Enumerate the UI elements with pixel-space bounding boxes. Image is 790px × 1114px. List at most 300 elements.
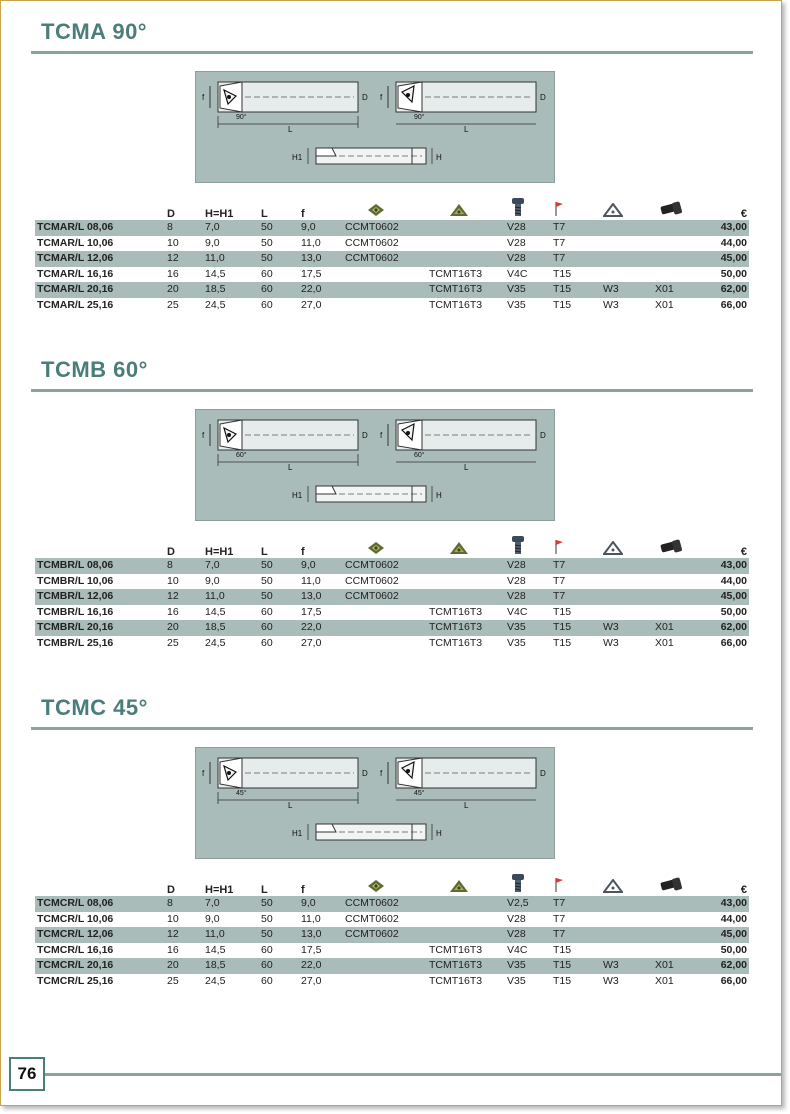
cell-f: 27,0: [301, 298, 322, 311]
cell-rhombic-insert: CCMT0602: [345, 574, 399, 587]
col-price: €: [740, 208, 747, 220]
table-row: [35, 267, 749, 283]
item-code: TCMAR/L 16,16: [37, 267, 114, 280]
cell-f: 11,0: [301, 912, 321, 925]
svg-text:H1: H1: [292, 829, 303, 838]
cell-rhombic-insert: [345, 620, 429, 636]
col-triangle-insert: [429, 873, 507, 896]
cell-l: 60: [261, 974, 273, 987]
cell-price: 66,00: [720, 974, 747, 987]
cell-rhombic-insert: CCMT0602: [345, 927, 429, 943]
cell-l: 50: [261, 236, 273, 249]
cell-f: 27,0: [301, 636, 322, 649]
cell-shim-screw: [655, 927, 717, 943]
cell-key: T7: [553, 927, 603, 943]
holder-view-left: [202, 758, 368, 810]
shim-screw-icon: [659, 201, 683, 220]
screw-icon: [511, 873, 525, 896]
item-code: TCMBR/L 10,06: [37, 574, 114, 587]
cell-d: 12: [167, 927, 205, 943]
cell-triangle-insert: TCMT16T3: [429, 605, 483, 618]
cell-shim-screw: X01: [655, 298, 674, 311]
item-code: TCMBR/L 08,06: [35, 558, 167, 574]
table-row: [35, 912, 749, 928]
cell-key: T7: [553, 558, 603, 574]
cell-d: 20: [167, 620, 205, 636]
spec-table: [35, 535, 749, 651]
cell-d: 25: [167, 974, 179, 987]
cell-rhombic-insert: CCMT0602: [345, 558, 429, 574]
col-triangle-insert: [429, 535, 507, 558]
cell-f: 13,0: [301, 589, 345, 605]
cell-screw: V35: [507, 298, 526, 311]
cell-key: T7: [553, 589, 603, 605]
toolholder-diagram: [195, 747, 555, 859]
cell-triangle-insert: TCMT16T3: [429, 958, 507, 974]
item-code: TCMBR/L 12,06: [35, 589, 167, 605]
cell-h: 11,0: [205, 589, 261, 605]
cell-rhombic-insert: CCMT0602: [345, 220, 429, 236]
cell-rhombic-insert: CCMT0602: [345, 912, 399, 925]
cell-l: 50: [261, 220, 301, 236]
holder-side-view: [292, 486, 442, 502]
cell-shim-screw: [655, 558, 717, 574]
cell-f: 22,0: [301, 620, 345, 636]
cell-f: 17,5: [301, 267, 322, 280]
cell-shim-screw: X01: [655, 282, 717, 298]
cell-shim-screw: X01: [655, 636, 674, 649]
cell-price: 50,00: [720, 605, 747, 618]
cell-l: 60: [261, 282, 301, 298]
col-screw: [507, 873, 553, 896]
cell-shim: W3: [603, 620, 655, 636]
page-number: 76: [9, 1057, 45, 1091]
cell-key: T7: [553, 912, 566, 925]
table-row: [35, 298, 749, 314]
svg-text:D: D: [362, 93, 368, 102]
cell-price: 45,00: [717, 927, 749, 943]
cell-rhombic-insert: [345, 943, 429, 959]
table-row: [35, 896, 749, 912]
col-shim-screw: [655, 535, 717, 558]
cell-h: 14,5: [205, 605, 226, 618]
cell-triangle-insert: TCMT16T3: [429, 267, 483, 280]
cell-price: 66,00: [720, 636, 747, 649]
cell-key: T15: [553, 282, 603, 298]
cell-l: 60: [261, 620, 301, 636]
cell-screw: V4C: [507, 267, 528, 280]
svg-text:H: H: [436, 491, 442, 500]
cell-price: 43,00: [717, 896, 749, 912]
svg-text:H1: H1: [292, 153, 303, 162]
cell-shim-screw: [655, 267, 717, 283]
table-row: [35, 574, 749, 590]
cell-screw: V28: [507, 236, 526, 249]
svg-text:f: f: [202, 769, 205, 778]
cell-triangle-insert: [429, 220, 507, 236]
cell-key: T15: [553, 620, 603, 636]
cell-key: T15: [553, 943, 572, 956]
cell-h: 24,5: [205, 636, 226, 649]
table-row: [35, 974, 749, 990]
col-code: [35, 197, 167, 220]
cell-shim: [603, 236, 655, 252]
cell-screw: V2,5: [507, 896, 553, 912]
cell-f: 11,0: [301, 236, 321, 249]
cell-price: 44,00: [720, 574, 747, 587]
cell-triangle-insert: [429, 912, 507, 928]
cell-triangle-insert: [429, 558, 507, 574]
cell-l: 60: [261, 298, 273, 311]
section-2: [1, 339, 790, 669]
footer-rule: [45, 1073, 781, 1076]
cell-f: 9,0: [301, 220, 345, 236]
svg-text:H: H: [436, 829, 442, 838]
col-f: f: [301, 208, 305, 220]
item-code: TCMCR/L 10,06: [37, 912, 114, 925]
cell-shim-screw: [655, 943, 717, 959]
svg-text:f: f: [202, 93, 205, 102]
cell-l: 60: [261, 267, 273, 280]
cell-d: 8: [167, 558, 205, 574]
cell-d: 10: [167, 236, 179, 249]
spec-table: [35, 873, 749, 989]
cell-h: 24,5: [205, 974, 226, 987]
cell-f: 13,0: [301, 927, 345, 943]
cell-triangle-insert: TCMT16T3: [429, 943, 483, 956]
table-header-row: [35, 535, 749, 558]
section-rule: [31, 727, 753, 730]
item-code: TCMAR/L 10,06: [37, 236, 114, 249]
col-l: L: [261, 884, 268, 896]
section-rule: [31, 51, 753, 54]
cell-h: 9,0: [205, 574, 220, 587]
svg-text:L: L: [288, 801, 293, 810]
item-code: TCMAR/L 12,06: [35, 251, 167, 267]
cell-h: 7,0: [205, 896, 261, 912]
col-l: L: [261, 546, 268, 558]
cell-price: 45,00: [717, 589, 749, 605]
table-header-row: [35, 197, 749, 220]
cell-shim-screw: [655, 574, 717, 590]
holder-view-right: [380, 420, 546, 472]
cell-screw: V28: [507, 927, 553, 943]
cell-price: 45,00: [717, 251, 749, 267]
cell-rhombic-insert: [345, 958, 429, 974]
cell-triangle-insert: TCMT16T3: [429, 974, 483, 987]
col-key: [553, 197, 603, 220]
cell-d: 16: [167, 605, 179, 618]
cell-shim: W3: [603, 282, 655, 298]
cell-d: 20: [167, 958, 205, 974]
cell-shim: [603, 267, 655, 283]
cell-key: T7: [553, 251, 603, 267]
cell-shim: [603, 574, 655, 590]
svg-text:L: L: [288, 463, 293, 472]
cell-triangle-insert: [429, 896, 507, 912]
cell-shim-screw: [655, 912, 717, 928]
svg-text:60°: 60°: [236, 452, 247, 459]
cell-key: T7: [553, 896, 603, 912]
item-code: TCMAR/L 08,06: [35, 220, 167, 236]
cell-h: 18,5: [205, 620, 261, 636]
key-icon: [553, 877, 565, 896]
col-code: [35, 873, 167, 896]
key-icon: [553, 539, 565, 558]
col-shim: [603, 873, 655, 896]
cell-h: 7,0: [205, 558, 261, 574]
cell-d: 8: [167, 220, 205, 236]
col-d: D: [167, 884, 175, 896]
col-key: [553, 873, 603, 896]
cell-h: 11,0: [205, 927, 261, 943]
cell-shim-screw: [655, 589, 717, 605]
col-f: f: [301, 884, 305, 896]
shim-icon: [603, 879, 623, 896]
section-title: TCMA 90°: [41, 19, 148, 44]
cell-h: 18,5: [205, 282, 261, 298]
col-screw: [507, 535, 553, 558]
cell-shim-screw: X01: [655, 620, 717, 636]
svg-text:D: D: [540, 769, 546, 778]
cell-d: 12: [167, 251, 205, 267]
svg-text:f: f: [380, 93, 383, 102]
cell-screw: V35: [507, 282, 553, 298]
svg-text:f: f: [380, 769, 383, 778]
cell-h: 14,5: [205, 267, 226, 280]
col-shim-screw: [655, 873, 717, 896]
section-1: [1, 1, 790, 331]
col-rhombic-insert: [345, 535, 429, 558]
cell-shim-screw: [655, 236, 717, 252]
cell-rhombic-insert: CCMT0602: [345, 589, 429, 605]
table-header-row: [35, 873, 749, 896]
svg-text:45°: 45°: [414, 790, 425, 797]
cell-l: 60: [261, 636, 273, 649]
cell-f: 17,5: [301, 943, 322, 956]
cell-h: 24,5: [205, 298, 226, 311]
cell-rhombic-insert: [345, 267, 429, 283]
cell-f: 27,0: [301, 974, 322, 987]
cell-rhombic-insert: [345, 298, 429, 314]
item-code: TCMCR/L 08,06: [35, 896, 167, 912]
cell-triangle-insert: [429, 927, 507, 943]
screw-icon: [511, 535, 525, 558]
cell-shim: [603, 605, 655, 621]
cell-shim: [603, 558, 655, 574]
col-price: €: [740, 884, 747, 896]
cell-triangle-insert: [429, 574, 507, 590]
cell-screw: V28: [507, 574, 526, 587]
svg-text:f: f: [380, 431, 383, 440]
cell-triangle-insert: TCMT16T3: [429, 282, 507, 298]
toolholder-drawing: [196, 410, 554, 520]
cell-l: 50: [261, 927, 301, 943]
cell-rhombic-insert: [345, 282, 429, 298]
cell-f: 17,5: [301, 605, 322, 618]
cell-shim: [603, 943, 655, 959]
cell-price: 50,00: [720, 943, 747, 956]
cell-f: 9,0: [301, 896, 345, 912]
cell-key: T15: [553, 605, 572, 618]
holder-view-right: [380, 758, 546, 810]
cell-price: 44,00: [720, 912, 747, 925]
cell-screw: V4C: [507, 943, 528, 956]
cell-f: 22,0: [301, 282, 345, 298]
col-l: L: [261, 208, 268, 220]
key-icon: [553, 201, 565, 220]
svg-text:L: L: [288, 125, 293, 134]
cell-rhombic-insert: CCMT0602: [345, 236, 399, 249]
cell-l: 60: [261, 605, 273, 618]
section-title: TCMB 60°: [41, 357, 148, 382]
item-code: TCMAR/L 25,16: [37, 298, 114, 311]
triangle-insert-icon: [449, 879, 469, 896]
item-code: TCMCR/L 20,16: [35, 958, 167, 974]
col-key: [553, 535, 603, 558]
cell-key: T15: [553, 636, 572, 649]
cell-l: 60: [261, 958, 301, 974]
table-row: [35, 943, 749, 959]
svg-text:45°: 45°: [236, 790, 247, 797]
cell-d: 25: [167, 636, 179, 649]
cell-triangle-insert: TCMT16T3: [429, 298, 483, 311]
col-f: f: [301, 546, 305, 558]
cell-rhombic-insert: [345, 605, 429, 621]
table-row: [35, 558, 749, 574]
cell-d: 25: [167, 298, 179, 311]
table-row: [35, 927, 749, 943]
svg-text:D: D: [540, 431, 546, 440]
cell-price: 62,00: [717, 282, 749, 298]
cell-shim: W3: [603, 636, 619, 649]
cell-shim-screw: [655, 605, 717, 621]
cell-h: 9,0: [205, 912, 220, 925]
svg-text:f: f: [202, 431, 205, 440]
col-screw: [507, 197, 553, 220]
cell-price: 66,00: [720, 298, 747, 311]
col-h: H=H1: [205, 208, 234, 220]
cell-d: 8: [167, 896, 205, 912]
holder-side-view: [292, 148, 442, 164]
shim-screw-icon: [659, 539, 683, 558]
cell-h: 11,0: [205, 251, 261, 267]
cell-screw: V28: [507, 220, 553, 236]
cell-key: T7: [553, 220, 603, 236]
col-h: H=H1: [205, 546, 234, 558]
cell-l: 50: [261, 574, 273, 587]
cell-key: T15: [553, 267, 572, 280]
table-row: [35, 220, 749, 236]
svg-text:D: D: [362, 431, 368, 440]
cell-shim: [603, 912, 655, 928]
item-code: TCMCR/L 16,16: [37, 943, 114, 956]
cell-d: 20: [167, 282, 205, 298]
cell-l: 50: [261, 558, 301, 574]
toolholder-drawing: [196, 72, 554, 182]
cell-rhombic-insert: CCMT0602: [345, 896, 429, 912]
col-code: [35, 535, 167, 558]
cell-f: 11,0: [301, 574, 321, 587]
cell-l: 50: [261, 251, 301, 267]
cell-screw: V28: [507, 251, 553, 267]
cell-key: T15: [553, 298, 572, 311]
svg-text:60°: 60°: [414, 452, 425, 459]
cell-screw: V4C: [507, 605, 528, 618]
cell-price: 43,00: [717, 220, 749, 236]
toolholder-diagram: [195, 409, 555, 521]
cell-l: 50: [261, 589, 301, 605]
cell-shim: [603, 927, 655, 943]
cell-screw: V28: [507, 589, 553, 605]
item-code: TCMCR/L 12,06: [35, 927, 167, 943]
col-shim: [603, 535, 655, 558]
cell-h: 9,0: [205, 236, 220, 249]
cell-h: 7,0: [205, 220, 261, 236]
cell-price: 50,00: [720, 267, 747, 280]
cell-shim-screw: [655, 896, 717, 912]
col-d: D: [167, 546, 175, 558]
col-triangle-insert: [429, 197, 507, 220]
col-price: €: [740, 546, 747, 558]
cell-price: 62,00: [717, 958, 749, 974]
svg-text:H: H: [436, 153, 442, 162]
cell-screw: V28: [507, 912, 526, 925]
item-code: TCMAR/L 20,16: [35, 282, 167, 298]
cell-rhombic-insert: CCMT0602: [345, 251, 429, 267]
holder-view-left: [202, 82, 368, 134]
toolholder-drawing: [196, 748, 554, 858]
cell-shim: [603, 220, 655, 236]
cell-d: 16: [167, 943, 179, 956]
cell-l: 50: [261, 912, 273, 925]
rhombic-insert-icon: [367, 879, 385, 896]
cell-shim: W3: [603, 958, 655, 974]
cell-h: 18,5: [205, 958, 261, 974]
cell-l: 60: [261, 943, 273, 956]
rhombic-insert-icon: [367, 541, 385, 558]
section-3: [1, 677, 790, 1007]
cell-key: T7: [553, 574, 566, 587]
cell-key: T15: [553, 974, 572, 987]
svg-text:90°: 90°: [236, 114, 247, 121]
cell-shim-screw: [655, 251, 717, 267]
cell-d: 10: [167, 912, 179, 925]
cell-triangle-insert: TCMT16T3: [429, 620, 507, 636]
cell-screw: V35: [507, 958, 553, 974]
cell-shim: [603, 251, 655, 267]
triangle-insert-icon: [449, 541, 469, 558]
triangle-insert-icon: [449, 203, 469, 220]
item-code: TCMBR/L 20,16: [35, 620, 167, 636]
toolholder-diagram: [195, 71, 555, 183]
item-code: TCMBR/L 25,16: [37, 636, 114, 649]
svg-text:L: L: [464, 463, 469, 472]
cell-d: 12: [167, 589, 205, 605]
cell-shim: W3: [603, 298, 619, 311]
cell-price: 62,00: [717, 620, 749, 636]
cell-shim-screw: [655, 220, 717, 236]
svg-text:D: D: [540, 93, 546, 102]
item-code: TCMBR/L 16,16: [37, 605, 114, 618]
item-code: TCMCR/L 25,16: [37, 974, 114, 987]
cell-d: 10: [167, 574, 179, 587]
cell-shim: [603, 589, 655, 605]
cell-f: 13,0: [301, 251, 345, 267]
table-row: [35, 589, 749, 605]
section-title: TCMC 45°: [41, 695, 148, 720]
col-shim: [603, 197, 655, 220]
